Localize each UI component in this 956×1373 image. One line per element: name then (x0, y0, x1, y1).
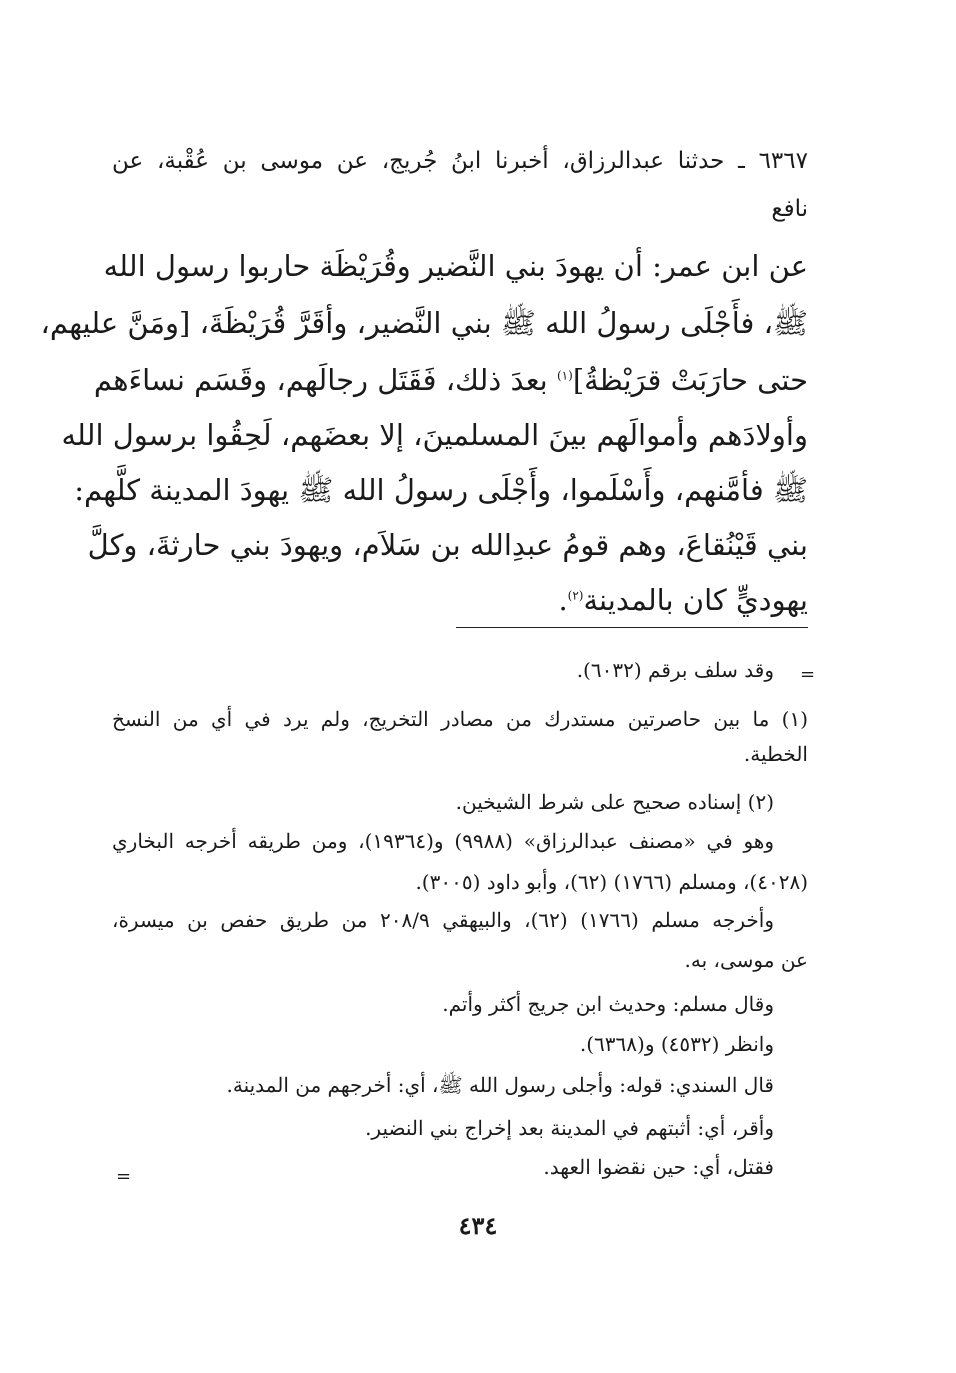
footnote-2-line-3: (٤٠٢٨)، ومسلم (١٧٦٦) (٦٢)، وأبو داود (٣٠٠٥). (415, 870, 808, 894)
footnote-1-line-1: (١) ما بين حاصرتين مستدرك من مصادر التخريج، ولم يرد في أي من النسخ (112, 707, 808, 731)
footnote-2-line-1: (٢) إسناده صحيح على شرط الشيخين. (455, 790, 774, 814)
matn-line-3-b: بعدَ ذلك، فَقَتَل رجالَهم، وقَسَم نساءَهم (93, 363, 548, 397)
matn-line-6: بني قَيْنُقاعَ، وهم قومُ عبدِالله بن سَلاَم، ويهودَ بني حارثةَ، وكلَّ (87, 528, 808, 562)
footnote-2-line-5: عن موسى، به. (684, 948, 808, 972)
end-mark: . (558, 583, 568, 617)
footnote-ref-1: (١) (556, 368, 573, 383)
matn-line-7 (558, 583, 808, 617)
matn-line-2: ﷺ، فأَجْلَى رسولُ الله ﷺ بني النَّضير، وأقَرَّ قُرَيْظَةَ، [ومَنَّ عليهم، (40, 306, 808, 340)
matn-line-4: وأولادَهم وأموالَهم بينَ المسلمينَ، إلا بعضَهم، لَحِقُوا برسول الله (61, 418, 808, 452)
footnote-1-line-2: الخطية. (743, 742, 808, 766)
footnote-separator (456, 627, 808, 628)
matn-line-1: عن ابن عمر: أن يهودَ بني النَّضير وقُرَيْظَة حاربوا رسول الله (103, 249, 808, 283)
matn-line-3 (93, 363, 808, 397)
isnad-line-1: ٦٣٦٧ ـ حدثنا عبدالرزاق، أخبرنا ابنُ جُريج، عن موسى بن عُقْبة، عن (112, 148, 808, 174)
footnote-2-line-2: وهو في «مصنف عبدالرزاق» (٩٩٨٨) و(١٩٣٦٤)، ومن طريقه أخرجه البخاري (112, 829, 775, 853)
footnote-line-0: وقد سلف برقم (٦٠٣٢). (576, 658, 774, 682)
continuation-mark-top: = (800, 664, 816, 685)
footnote-2-line-9: وأقر، أي: أثبتهم في المدينة بعد إخراج بني النضير. (365, 1116, 774, 1140)
footnote-ref-2: (٢) (567, 588, 584, 603)
continuation-mark-bottom: = (116, 1166, 132, 1187)
footnote-2-line-6: وقال مسلم: وحديث ابن جريج أكثر وأتم. (442, 992, 774, 1016)
page-number: ٤٣٤ (458, 1211, 498, 1240)
matn-line-7-text: يهوديٍّ كان بالمدينة (583, 583, 808, 617)
isnad-line-2: نافع (771, 196, 808, 222)
footnote-2-line-7: وانظر (٤٥٣٢) و(٦٣٦٨). (579, 1032, 774, 1056)
footnote-2-line-8: قال السندي: قوله: وأجلى رسول الله ﷺ، أي: أخرجهم من المدينة. (226, 1073, 774, 1097)
footnote-2-line-10: فقتل، أي: حين نقضوا العهد. (543, 1155, 774, 1179)
footnote-2-line-4: وأخرجه مسلم (١٧٦٦) (٦٢)، والبيهقي ٢٠٨/٩ من طريق حفص بن ميسرة، (112, 908, 775, 932)
matn-line-5: ﷺ فأمَّنهم، وأَسْلَموا، وأَجْلَى رسولُ الله ﷺ يهودَ المدينة كلَّهم: (74, 473, 808, 507)
matn-line-3-a: حتى حارَبَتْ قرَيْظةُ] (572, 363, 808, 397)
